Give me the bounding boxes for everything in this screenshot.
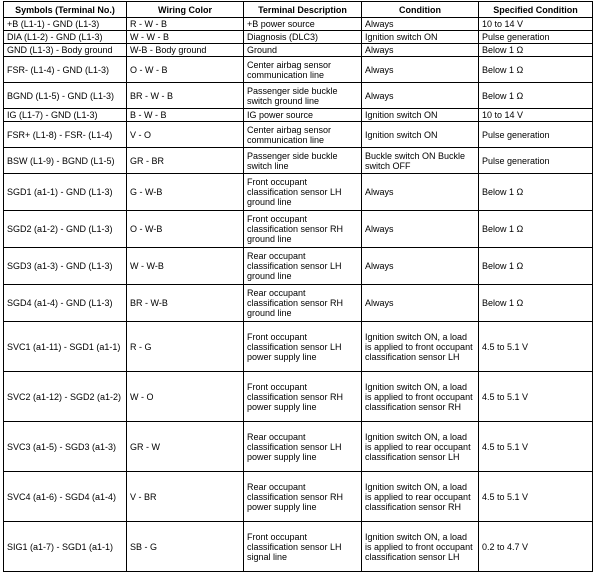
table-row [4, 322, 593, 372]
cell-wiring-color: BR - W-B [127, 285, 244, 322]
cell-condition: Ignition switch ON, a load is applied to rear occupant classification sensor RH [362, 472, 479, 522]
table-row [4, 31, 593, 44]
cell-condition: Always [362, 57, 479, 83]
cell-condition: Always [362, 174, 479, 211]
table-row [4, 372, 593, 422]
table-row [4, 148, 593, 174]
cell-condition: Always [362, 248, 479, 285]
cell-terminal-description: Rear occupant classification sensor RH ground line [244, 285, 362, 322]
terminal-spec-table [3, 1, 593, 572]
cell-wiring-color: V - BR [127, 472, 244, 522]
cell-wiring-color: R - W - B [127, 18, 244, 31]
cell-symbol: SIG1 (a1-7) - SGD1 (a1-1) [4, 522, 127, 572]
cell-specified-condition: Pulse generation [479, 148, 593, 174]
cell-specified-condition: 4.5 to 5.1 V [479, 472, 593, 522]
cell-specified-condition: 4.5 to 5.1 V [479, 372, 593, 422]
cell-wiring-color: O - W-B [127, 211, 244, 248]
cell-symbol: SGD1 (a1-1) - GND (L1-3) [4, 174, 127, 211]
cell-specified-condition: 4.5 to 5.1 V [479, 322, 593, 372]
cell-symbol: SVC2 (a1-12) - SGD2 (a1-2) [4, 372, 127, 422]
cell-condition: Always [362, 83, 479, 109]
cell-symbol: SVC4 (a1-6) - SGD4 (a1-4) [4, 472, 127, 522]
header-condition: Condition [362, 2, 479, 18]
cell-specified-condition: 10 to 14 V [479, 109, 593, 122]
cell-condition: Ignition switch ON, a load is applied to front occupant classification sensor LH [362, 522, 479, 572]
cell-wiring-color: W - O [127, 372, 244, 422]
cell-wiring-color: G - W-B [127, 174, 244, 211]
cell-condition: Always [362, 44, 479, 57]
cell-terminal-description: Front occupant classification sensor LH power supply line [244, 322, 362, 372]
cell-wiring-color: V - O [127, 122, 244, 148]
cell-symbol: IG (L1-7) - GND (L1-3) [4, 109, 127, 122]
cell-wiring-color: GR - BR [127, 148, 244, 174]
table-row [4, 472, 593, 522]
cell-condition: Ignition switch ON [362, 109, 479, 122]
cell-wiring-color: R - G [127, 322, 244, 372]
cell-wiring-color: W - W-B [127, 248, 244, 285]
cell-specified-condition: Below 1 Ω [479, 83, 593, 109]
cell-specified-condition: Below 1 Ω [479, 174, 593, 211]
cell-symbol: +B (L1-1) - GND (L1-3) [4, 18, 127, 31]
cell-condition: Ignition switch ON, a load is applied to front occupant classification sensor RH [362, 372, 479, 422]
cell-symbol: BGND (L1-5) - GND (L1-3) [4, 83, 127, 109]
cell-condition: Always [362, 285, 479, 322]
table-row [4, 109, 593, 122]
cell-condition: Always [362, 18, 479, 31]
cell-specified-condition: Below 1 Ω [479, 57, 593, 83]
table-row [4, 122, 593, 148]
cell-specified-condition: 10 to 14 V [479, 18, 593, 31]
table-row [4, 285, 593, 322]
cell-terminal-description: Center airbag sensor communication line [244, 122, 362, 148]
cell-terminal-description: Front occupant classification sensor LH ground line [244, 174, 362, 211]
cell-symbol: DIA (L1-2) - GND (L1-3) [4, 31, 127, 44]
cell-specified-condition: Below 1 Ω [479, 211, 593, 248]
cell-terminal-description: Passenger side buckle switch line [244, 148, 362, 174]
cell-symbol: SGD3 (a1-3) - GND (L1-3) [4, 248, 127, 285]
cell-symbol: FSR- (L1-4) - GND (L1-3) [4, 57, 127, 83]
table-row [4, 248, 593, 285]
cell-terminal-description: Center airbag sensor communication line [244, 57, 362, 83]
cell-symbol: FSR+ (L1-8) - FSR- (L1-4) [4, 122, 127, 148]
cell-terminal-description: Rear occupant classification sensor RH power supply line [244, 472, 362, 522]
cell-terminal-description: Front occupant classification sensor LH signal line [244, 522, 362, 572]
cell-terminal-description: Front occupant classification sensor RH ground line [244, 211, 362, 248]
cell-specified-condition: 0.2 to 4.7 V [479, 522, 593, 572]
cell-specified-condition: 4.5 to 5.1 V [479, 422, 593, 472]
cell-symbol: SVC1 (a1-11) - SGD1 (a1-1) [4, 322, 127, 372]
terminal-spec-table-wrapper [3, 1, 593, 572]
cell-terminal-description: Rear occupant classification sensor LH power supply line [244, 422, 362, 472]
table-header-row [4, 2, 593, 18]
cell-wiring-color: W-B - Body ground [127, 44, 244, 57]
table-row [4, 57, 593, 83]
header-specified-condition: Specified Condition [479, 2, 593, 18]
cell-wiring-color: W - W - B [127, 31, 244, 44]
cell-symbol: GND (L1-3) - Body ground [4, 44, 127, 57]
cell-wiring-color: SB - G [127, 522, 244, 572]
cell-condition: Ignition switch ON [362, 122, 479, 148]
header-symbols: Symbols (Terminal No.) [4, 2, 127, 18]
table-row [4, 44, 593, 57]
cell-condition: Always [362, 211, 479, 248]
cell-terminal-description: IG power source [244, 109, 362, 122]
cell-specified-condition: Pulse generation [479, 122, 593, 148]
cell-terminal-description: Front occupant classification sensor RH power supply line [244, 372, 362, 422]
cell-condition: Ignition switch ON [362, 31, 479, 44]
cell-wiring-color: GR - W [127, 422, 244, 472]
table-row [4, 174, 593, 211]
cell-symbol: SVC3 (a1-5) - SGD3 (a1-3) [4, 422, 127, 472]
cell-terminal-description: Passenger side buckle switch ground line [244, 83, 362, 109]
cell-wiring-color: BR - W - B [127, 83, 244, 109]
header-wiring-color: Wiring Color [127, 2, 244, 18]
cell-condition: Ignition switch ON, a load is applied to rear occupant classification sensor LH [362, 422, 479, 472]
table-row [4, 211, 593, 248]
cell-symbol: SGD4 (a1-4) - GND (L1-3) [4, 285, 127, 322]
cell-condition: Buckle switch ON Buckle switch OFF [362, 148, 479, 174]
cell-specified-condition: Pulse generation [479, 31, 593, 44]
table-row [4, 422, 593, 472]
table-row [4, 522, 593, 572]
cell-specified-condition: Below 1 Ω [479, 44, 593, 57]
cell-terminal-description: +B power source [244, 18, 362, 31]
header-terminal-description: Terminal Description [244, 2, 362, 18]
cell-symbol: BSW (L1-9) - BGND (L1-5) [4, 148, 127, 174]
cell-wiring-color: B - W - B [127, 109, 244, 122]
table-row [4, 83, 593, 109]
cell-condition: Ignition switch ON, a load is applied to front occupant classification sensor LH [362, 322, 479, 372]
cell-terminal-description: Ground [244, 44, 362, 57]
cell-symbol: SGD2 (a1-2) - GND (L1-3) [4, 211, 127, 248]
cell-terminal-description: Diagnosis (DLC3) [244, 31, 362, 44]
cell-wiring-color: O - W - B [127, 57, 244, 83]
table-row [4, 18, 593, 31]
cell-terminal-description: Rear occupant classification sensor LH ground line [244, 248, 362, 285]
cell-specified-condition: Below 1 Ω [479, 248, 593, 285]
cell-specified-condition: Below 1 Ω [479, 285, 593, 322]
